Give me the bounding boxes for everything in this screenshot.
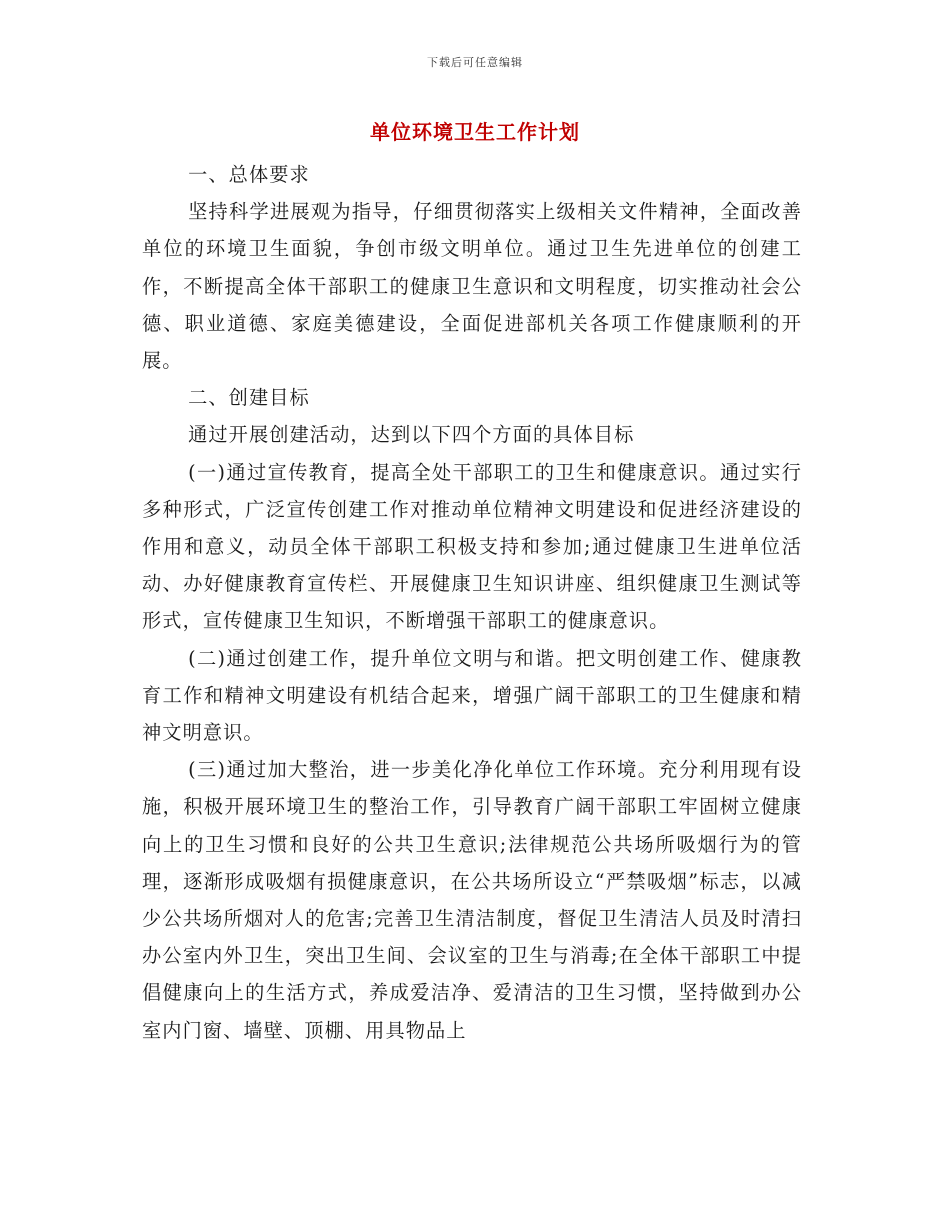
body-paragraph: 通过开展创建活动，达到以下四个方面的具体目标 (188, 423, 635, 447)
header-note: 下载后可任意编辑 (427, 56, 523, 69)
body-paragraph: (二)通过创建工作，提升单位文明与和谐。把文明创建工作、健康教育工作和精神文明建设有机结合起来，增强广阔干部职工的卫生健康和精神文明意识。 (142, 646, 802, 745)
document-title: 单位环境卫生工作计划 (370, 120, 580, 144)
body-paragraph: 坚持科学进展观为指导，仔细贯彻落实上级相关文件精神，全面改善单位的环境卫生面貌，争创市级文明单位。通过卫生先进单位的创建工作，不断提高全体干部职工的健康卫生意识和文明程度，切实推动社会公德、职业道德、家庭美德建设，全面促进部机关各项工作健康顺利的开展。 (142, 200, 802, 373)
section-heading: 二、创建目标 (188, 386, 310, 410)
section-heading: 一、总体要求 (188, 163, 310, 186)
document-body (142, 156, 802, 1049)
body-paragraph: (一)通过宣传教育，提高全处干部职工的卫生和健康意识。通过实行多种形式，广泛宣传创建工作对推动单位精神文明建设和促进经济建设的作用和意义，动员全体干部职工积极支持和参加;通过健康卫生进单位活动、办好健康教育宣传栏、开展健康卫生知识讲座、组织健康卫生测试等形式，宣传健康卫生知识，不断增强干部职工的健康意识。 (142, 460, 802, 633)
body-paragraph: (三)通过加大整治，进一步美化净化单位工作环境。充分利用现有设施，积极开展环境卫生的整治工作，引导教育广阔干部职工牢固树立健康向上的卫生习惯和良好的公共卫生意识;法律规范公共场所吸烟行为的管理，逐渐形成吸烟有损健康意识，在公共场所设立“严禁吸烟”标志，以减少公共场所烟对人的危害;完善卫生清洁制度，督促卫生清洁人员及时清扫办公室内外卫生，突出卫生间、会议室的卫生与消毒;在全体干部职工中提倡健康向上的生活方式，养成爱洁净、爱清洁的卫生习惯，坚持做到办公室内门窗、墙壁、顶棚、用具物品上 (142, 758, 802, 1042)
